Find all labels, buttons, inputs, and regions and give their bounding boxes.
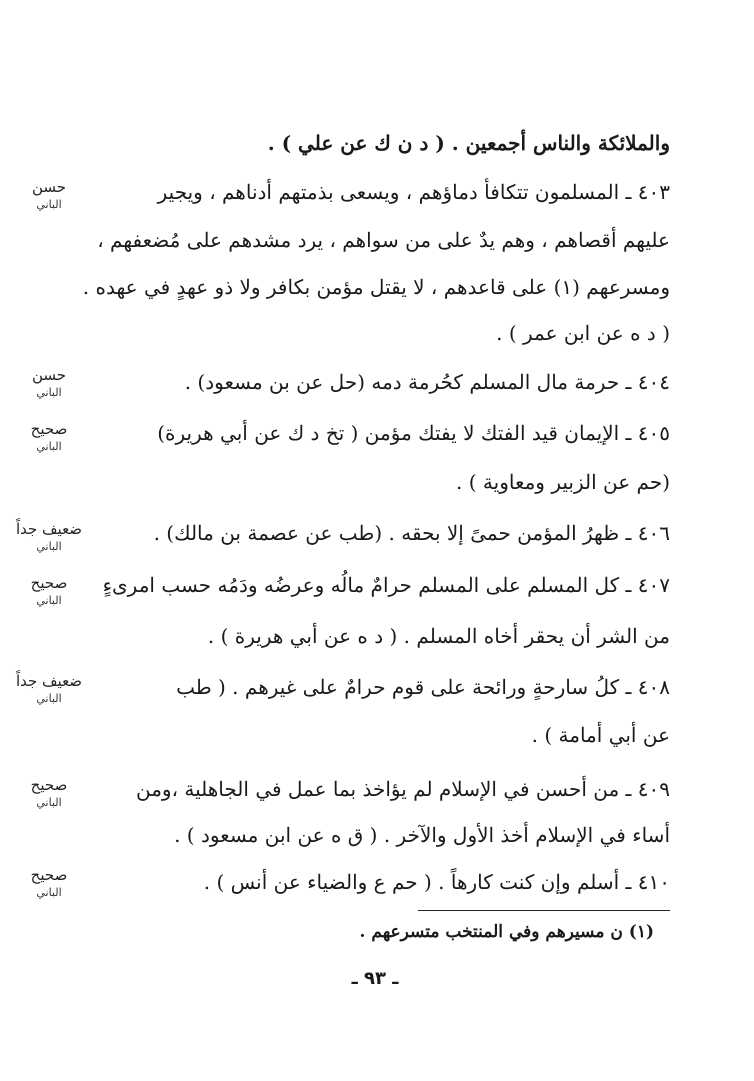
- margin-note: [6, 672, 92, 708]
- hadith-409-line: ٤٠٩ ـ من أحسن في الإسلام لم يؤاخذ بما عمل في الجاهلية ،ومن: [135, 777, 670, 801]
- grader-label: الباني: [36, 386, 62, 399]
- hadith-410-line: ٤١٠ ـ أسلم وإن كنت كارهاً . ( حم ع والضياء عن أنس ) .: [203, 870, 670, 894]
- hadith-405-line: ٤٠٥ ـ الإيمان قيد الفتك لا يفتك مؤمن ( تخ د ك عن أبي هريرة): [157, 421, 670, 445]
- margin-note: [6, 420, 92, 456]
- grader-label: الباني: [36, 440, 62, 453]
- grade-label: ضعيف جداً: [15, 672, 83, 690]
- text-line: ( د ه عن ابن عمر ) .: [496, 321, 670, 345]
- hadith-406-line: ٤٠٦ ـ ظهرُ المؤمن حمىً إلا بحقه . (طب عن عصمة بن مالك) .: [153, 521, 670, 545]
- text-line: والملائكة والناس أجمعين . ( د ن ك عن علي ) .: [267, 131, 670, 155]
- grade-label: صحيح: [30, 866, 68, 884]
- text-line: أساء في الإسلام أخذ الأول والآخر . ( ق ه عن ابن مسعود ) .: [174, 823, 670, 847]
- margin-note: [6, 574, 92, 610]
- grader-label: الباني: [36, 886, 62, 899]
- margin-note: [6, 366, 92, 402]
- grade-label: صحيح: [30, 420, 68, 438]
- margin-note: [6, 776, 92, 812]
- grade-label: ضعيف جداً: [15, 520, 83, 538]
- margin-note: [6, 520, 92, 556]
- text-line: ومسرعهم (١) على قاعدهم ، لا يقتل مؤمن بكافر ولا ذو عهدٍ في عهده .: [82, 275, 670, 299]
- grader-label: الباني: [36, 594, 62, 607]
- hadith-407-line: ٤٠٧ ـ كل المسلم على المسلم حرامٌ مالُه وعرضُه ودَمُه حسب امرىءٍ: [102, 573, 670, 597]
- grade-label: صحيح: [30, 776, 68, 794]
- text-line: عليهم أقصاهم ، وهم يدٌ على من سواهم ، يرد مشدهم على مُضعفهم ،: [97, 228, 670, 252]
- grade-label: حسن: [31, 366, 67, 384]
- text-line: من الشر أن يحقر أخاه المسلم . ( د ه عن أبي هريرة ) .: [207, 624, 670, 648]
- grader-label: الباني: [36, 540, 62, 553]
- grader-label: الباني: [36, 796, 62, 809]
- grader-label: الباني: [36, 198, 62, 211]
- page-number: ـ ٩٣ ـ: [351, 968, 399, 989]
- margin-note: [6, 866, 92, 902]
- grader-label: الباني: [36, 692, 62, 705]
- text-line: (حم عن الزبير ومعاوية ) .: [456, 470, 670, 494]
- hadith-408-line: ٤٠٨ ـ كلُ سارحةٍ ورائحة على قوم حرامٌ على غيرهم . ( طب: [176, 675, 670, 699]
- footnote: (١) ن مسيرهم وفي المنتخب متسرعهم .: [359, 922, 654, 942]
- hadith-403-line: ٤٠٣ ـ المسلمون تتكافأ دماؤهم ، ويسعى بذمتهم أدناهم ، ويجير: [157, 180, 670, 204]
- grade-label: حسن: [31, 178, 67, 196]
- margin-note: [6, 178, 92, 214]
- text-line: عن أبي أمامة ) .: [531, 723, 670, 747]
- grade-label: صحيح: [30, 574, 68, 592]
- footnote-divider: [418, 910, 670, 911]
- hadith-404-line: ٤٠٤ ـ حرمة مال المسلم كحُرمة دمه (حل عن بن مسعود) .: [184, 370, 670, 394]
